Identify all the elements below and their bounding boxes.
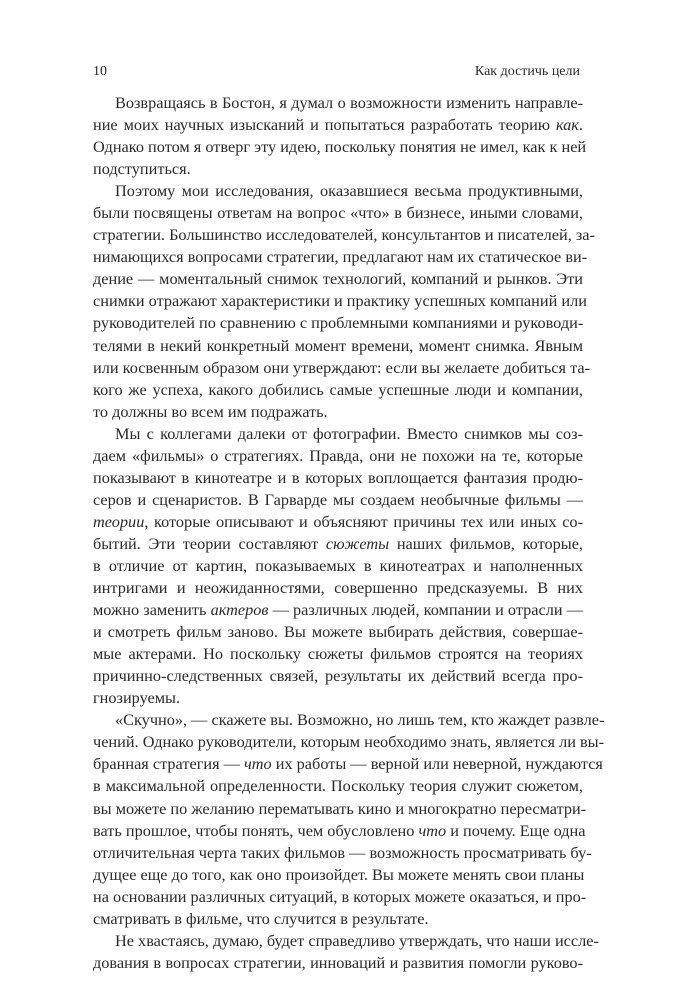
text-line [93,202,583,224]
text-segment: причинно-следственных связей, результаты их действий всегда про- [93,666,583,686]
body-text [93,92,605,974]
text-line [93,886,587,908]
text-segment: сматривать в фильме, что случится в результате. [93,908,429,928]
text-line [93,577,583,599]
text-segment: мые актерами. Но поскольку сюжеты фильмов строятся на теориях [93,644,583,664]
text-segment: можно заменить [93,600,211,620]
text-line [93,401,583,423]
text-segment: серов и сценаристов. В Гарварде мы создаем необычные фильмы — [93,489,583,509]
text-segment: ние моих научных изысканий и попытаться разработать теорию [93,115,556,135]
text-line [93,467,583,489]
text-segment: стратегии. Большинство исследователей, консультантов и писателей, за- [93,225,595,245]
text-segment: телями в некий конкретный момент времени, момент снимка. Явным [93,335,583,355]
text-line [93,114,583,136]
text-line [93,665,583,687]
text-line [93,180,583,202]
text-segment: гнозируемы. [93,688,181,708]
text-segment: дущее еще до того, как оно произойдет. Вы можете менять свои планы [93,864,585,884]
text-segment: руководителей по сравнению с проблемными компаниями и руководи- [93,313,584,333]
text-segment: дования в вопросах стратегии, инноваций и развития помогли руково- [93,952,583,972]
text-segment: вы можете по желанию перематывать кино и многократно пересматри- [93,798,587,818]
text-segment: были посвящены ответам на вопрос «что» в бизнесе, иными словами, [93,203,583,223]
text-segment: Поэтому мои исследования, оказавшиеся весьма продуктивными, [115,181,583,201]
text-line [93,92,583,114]
paragraph [93,180,595,423]
text-line [93,511,583,533]
italic-text: как [555,115,579,135]
text-segment: или косвенным образом они утверждают: если вы желаете добиться та- [93,357,591,377]
text-segment: и почему. Еще одна [446,820,586,840]
text-line [93,379,583,401]
text-segment: снимки отражают характеристики и практику успешных компаний или [93,291,587,311]
running-header [93,64,580,84]
text-line [93,445,583,467]
paragraph [93,930,599,974]
text-segment: подступиться. [93,159,191,179]
page-number: 10 [93,64,107,79]
text-line [93,357,591,379]
text-segment: Однако потом я отверг эту идею, поскольку понятия не имел, как к ней [93,137,587,157]
text-segment: кого же успеха, какого добились самые успешные люди и компании, [93,379,583,399]
text-segment: даем «фильмы» о стратегиях. Правда, они не похожи на те, которые [93,445,583,465]
text-line [93,224,595,246]
text-segment: — различных людей, компании и отрасли — [268,600,584,620]
text-line [93,864,583,886]
text-segment: Мы с коллегами далеки от фотографии. Вместо снимков мы соз- [115,423,583,443]
text-line [93,136,587,158]
text-line [93,599,583,621]
text-line [93,246,588,268]
italic-text: что [244,754,272,774]
text-line [93,842,592,864]
text-segment: Возвращаясь в Бостон, я думал о возможности изменить направле- [115,93,583,112]
paragraph [93,423,583,710]
text-line [93,952,583,974]
text-segment: нимающихся вопросами стратегии, предлагают нам их статическое ви- [93,247,588,267]
text-segment: их работы — верной или неверной, нуждаются [271,754,603,774]
text-segment: , которые описывают и объясняют причины тех или иных со- [144,511,583,531]
text-line [93,335,583,357]
italic-text: сюжеты [325,533,390,553]
italic-text: теории [93,511,145,531]
text-segment: интригами и неожиданностями, совершенно предсказуемы. В них [93,578,583,598]
text-segment: . [578,115,583,135]
italic-text: актеров [210,600,269,620]
text-line [93,312,583,334]
running-title: Как достичь цели [474,64,580,79]
text-line [93,621,583,643]
text-segment: дение — моментальный снимок технологий, компаний и рынков. Эти [93,269,583,289]
text-segment: бранная стратегия — [93,754,244,774]
text-line [93,268,583,290]
text-line [93,423,583,445]
text-line [93,687,583,709]
paragraph [93,709,605,929]
text-segment: то должны во всем им подражать. [93,401,328,421]
text-segment: Не хвастаясь, думаю, будет справедливо утверждать, что наши иссле- [115,930,599,950]
text-line [93,820,586,842]
text-line [93,731,605,753]
text-segment: и смотреть фильм заново. Вы можете выбирать действия, совершае- [93,622,583,642]
text-segment: отличительная черта таких фильмов — возможность просматривать бу- [93,842,592,862]
text-segment: чений. Однако руководители, которым необходимо знать, является ли вы- [93,732,605,752]
text-line [93,555,583,577]
text-segment: в отличие от картин, показываемых в кинотеатрах и наполненных [93,555,583,575]
text-segment: в максимальной определенности. Поскольку теория служит сюжетом, [93,776,583,796]
text-segment: вать прошлое, чтобы понять, чем обусловлено [93,820,419,840]
text-line [93,709,605,731]
text-line [93,290,587,312]
text-segment: показывают в кинотеатре и в которых воплощается фантазия продю- [93,467,583,487]
text-line [93,753,603,775]
text-line [93,775,583,797]
text-segment: бытий. Эти теории составляют [93,533,326,553]
text-line [93,908,583,930]
text-line [93,158,583,180]
text-line [93,798,587,820]
text-segment: «Скучно», — скажете вы. Возможно, но лишь тем, кто жаждет развле- [115,710,605,730]
text-segment: наших фильмов, которые, [389,533,583,553]
text-line [93,930,599,952]
text-line [93,643,583,665]
text-segment: на основании различных ситуаций, в которых можете оказаться, и про- [93,886,587,906]
text-line [93,489,583,511]
text-line [93,533,583,555]
paragraph [93,92,587,180]
italic-text: что [418,820,447,840]
